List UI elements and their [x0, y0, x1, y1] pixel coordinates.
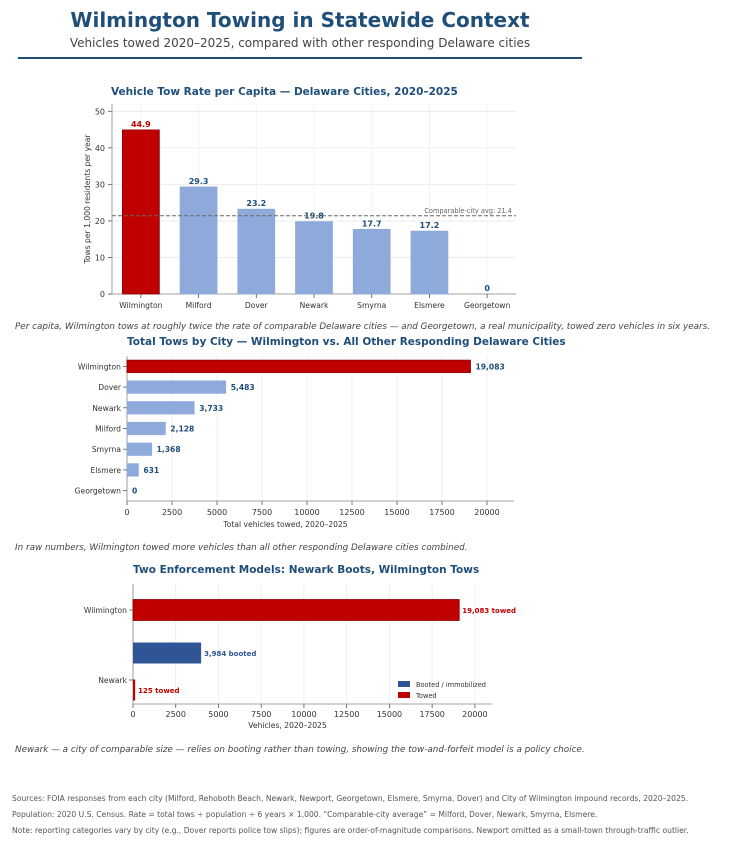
- x-tick-label: 10000: [294, 508, 320, 517]
- y-tick-label: Newark: [92, 403, 121, 413]
- bar-value-label: 3,984 booted: [204, 650, 257, 658]
- chart3-caption: Newark — a city of comparable size — relies on booting rather than towing, showing the tow-and-forfeit model is a policy choice.: [15, 745, 585, 755]
- bar: [180, 187, 217, 294]
- x-tick-label: Newark: [299, 301, 329, 310]
- x-axis-label: Vehicles, 2020–2025: [248, 721, 327, 730]
- x-axis-label: Total vehicles towed, 2020–2025: [223, 520, 348, 529]
- x-tick-label: Dover: [244, 301, 268, 310]
- bar: [127, 422, 165, 434]
- bar: [122, 130, 159, 294]
- footer-sources: Sources: FOIA responses from each city (Milford, Rehoboth Beach, Newark, Newport, Georgetown, Elsmere, Smyrna, Dover) and City of Wilmington impound records, 2020–2025.: [12, 794, 689, 803]
- bar-value-label: 0: [484, 284, 490, 293]
- chart2-caption: In raw numbers, Wilmington towed more vehicles than all other responding Delaware cities combined.: [15, 543, 468, 553]
- bar: [238, 209, 275, 294]
- bar: [127, 381, 226, 393]
- x-tick-label: 7500: [251, 710, 272, 719]
- y-tick-label: Smyrna: [91, 445, 121, 455]
- bar-value-label: 44.9: [130, 119, 151, 129]
- y-tick-label: Elsmere: [90, 465, 121, 475]
- x-tick-label: 7500: [251, 508, 273, 517]
- x-tick-label: 20000: [462, 710, 488, 719]
- bar-towed: [133, 680, 135, 701]
- x-tick-label: 12500: [339, 508, 365, 517]
- y-tick-label: Wilmington: [77, 362, 121, 372]
- bar-value-label: 3,733: [199, 403, 224, 413]
- x-tick-label: Elsmere: [414, 301, 445, 310]
- chart1-caption: Per capita, Wilmington tows at roughly twice the rate of comparable Delaware cities — and Georgetown, a real municipality, towed zero vehicles in six years.: [15, 322, 710, 332]
- bar: [127, 402, 194, 414]
- title-divider: [18, 57, 582, 59]
- chart2-title: Total Tows by City — Wilmington vs. All Other Responding Delaware Cities: [127, 336, 566, 348]
- y-tick-label: Milford: [95, 424, 121, 434]
- x-tick-label: 0: [124, 508, 130, 517]
- bar: [127, 464, 138, 476]
- legend-label-booted: Booted / immobilized: [416, 681, 486, 689]
- bar: [353, 229, 390, 294]
- bar-value-label: 17.2: [419, 221, 440, 231]
- bar-value-label: 17.7: [361, 219, 382, 229]
- footer-note: Note: reporting categories vary by city (e.g., Dover reports police tow slips); figures are order-of-magnitude comparisons. Newport omitted as a small-town through-traffic outlier.: [12, 826, 689, 835]
- bar-towed: [133, 600, 459, 621]
- page-subtitle: Vehicles towed 2020–2025, compared with other responding Delaware cities: [69, 36, 531, 50]
- reference-line-label: Comparable-city avg: 21.4: [424, 206, 512, 215]
- x-tick-label: 15000: [384, 508, 410, 517]
- legend-label-towed: Towed: [416, 692, 437, 700]
- y-tick-label: Newark: [98, 676, 127, 685]
- footer-population: Population: 2020 U.S. Census. Rate = total tows ÷ population ÷ 6 years × 1,000. “Comparable-city average” = Milford, Dover, Newark, Smyrna, Elsmere.: [12, 810, 598, 819]
- legend-swatch-booted: [398, 681, 410, 687]
- bar: [127, 443, 152, 455]
- x-tick-label: 12500: [333, 710, 360, 719]
- page-title: Wilmington Towing in Statewide Context: [70, 8, 530, 32]
- enforcement-models-chart: [0, 580, 740, 735]
- x-tick-label: 2500: [161, 508, 183, 517]
- y-tick-label: Dover: [98, 383, 121, 393]
- x-tick-label: 17500: [419, 710, 445, 719]
- y-tick-label: 20: [94, 216, 105, 226]
- tow-rate-chart: [0, 100, 740, 315]
- chart3-title: Two Enforcement Models: Newark Boots, Wilmington Tows: [133, 564, 480, 576]
- y-tick-label: 50: [94, 107, 105, 117]
- bar-value-label: 19,083: [475, 362, 505, 372]
- y-tick-label: 30: [94, 180, 105, 190]
- bar-value-label: 19.8: [304, 211, 324, 221]
- x-tick-label: 15000: [376, 710, 403, 719]
- x-tick-label: Georgetown: [463, 301, 511, 310]
- y-tick-label: 40: [94, 143, 105, 153]
- bar-booted: [133, 643, 201, 664]
- y-tick-label: Wilmington: [83, 606, 127, 615]
- bar-value-label: 19,083 towed: [462, 607, 517, 615]
- x-tick-label: 17500: [429, 508, 455, 517]
- y-tick-label: 10: [94, 253, 105, 263]
- bar: [127, 360, 470, 372]
- x-tick-label: 2500: [165, 710, 186, 719]
- x-tick-label: 20000: [474, 508, 500, 517]
- bar-value-label: 5,483: [230, 383, 255, 393]
- x-tick-label: 0: [130, 710, 136, 719]
- y-tick-label: 0: [99, 290, 105, 299]
- chart1-title: Vehicle Tow Rate per Capita — Delaware Cities, 2020–2025: [111, 86, 458, 98]
- y-axis-label: Tows per 1,000 residents per year: [83, 134, 92, 264]
- x-tick-label: 5000: [208, 710, 229, 719]
- bar-value-label: 23.2: [246, 199, 267, 209]
- bar-value-label: 0: [132, 486, 138, 496]
- x-tick-label: Smyrna: [357, 301, 387, 310]
- x-tick-label: Milford: [185, 301, 212, 310]
- x-tick-label: 5000: [206, 508, 228, 517]
- x-tick-label: 10000: [291, 710, 317, 719]
- bar: [411, 231, 448, 294]
- y-tick-label: Georgetown: [74, 486, 121, 496]
- bar-value-label: 125 towed: [138, 687, 180, 695]
- bar-value-label: 2,128: [170, 424, 195, 434]
- bar-value-label: 1,368: [156, 445, 181, 455]
- total-tows-chart: [0, 352, 740, 532]
- x-tick-label: Wilmington: [119, 301, 163, 310]
- bar: [296, 222, 333, 294]
- bar-value-label: 29.3: [188, 176, 209, 186]
- bar-value-label: 631: [143, 465, 160, 475]
- legend-swatch-towed: [398, 692, 410, 698]
